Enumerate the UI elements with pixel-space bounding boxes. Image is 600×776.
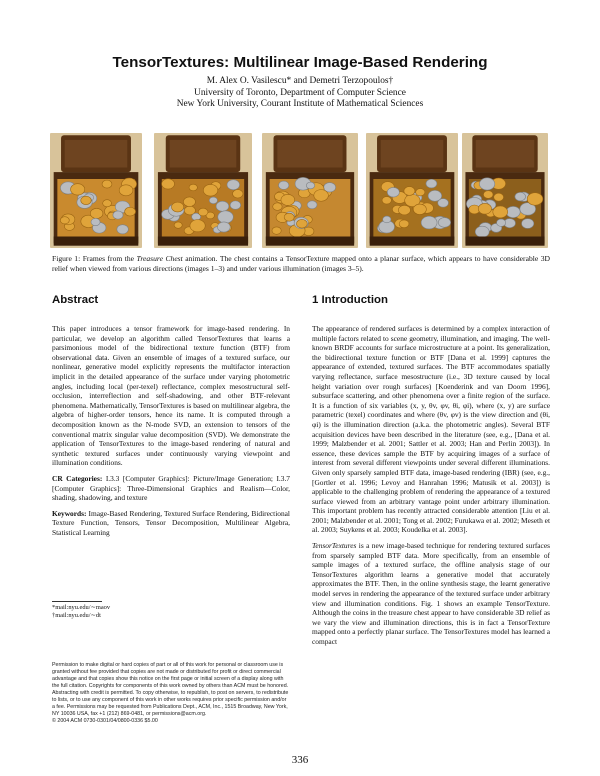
- figure-caption: Figure 1: Frames from the Treasure Chest animation. The chest contains a TensorTexture mapped onto a planar surface, which appears to have considerable 3D relief when viewed from various directions (images 1–3) and under various illumination (images 3–5).: [52, 254, 550, 273]
- paper-title: TensorTextures: Multilinear Image-Based Rendering: [112, 54, 488, 71]
- frame-3-image: [262, 133, 358, 248]
- affiliation-nyu: New York University, Courant Institute of Mathematical Sciences: [176, 99, 424, 110]
- frame-2-image: [154, 133, 252, 248]
- frame-5-image: [462, 133, 548, 248]
- abstract-text: This paper introduces a tensor framework for image-based rendering. In particular, we develop an algorithm called TensorTextures that learns a parsimonious model of the bidirectional texture function (BTF) from observational data. Given an ensemble of images of a textured surface, our nonlinear, generative model explicitly represents the multifactor interaction implicit in the detailed appearance of the surface under varying photometric angles, including local (per-texel) reflectance, complex mesostructural self-occlusion, interreflection and self-shadowing, and other BTF-relevant phenomena. Mathematically, TensorTextures is based on multilinear algebra, the algebra of higher-order tensors, hence its name. It is computed through a decomposition known as the N-mode SVD, an extension to tensors of the conventional matrix singular value decomposition (SVD). We demonstrate the application of TensorTextures to the image-based rendering of natural and synthetic textured surfaces under continuously varying viewpoint and illumination conditions.: [52, 324, 290, 468]
- frame-4-image: [366, 133, 458, 248]
- abstract-column: [52, 324, 290, 543]
- page-number: 336: [291, 754, 309, 766]
- introduction-column: [312, 324, 550, 653]
- cr-categories: CR Categories: I.3.3 [Computer Graphics]: Picture/Image Generation; I.3.7 [Computer Graphics]: Three-Dimensional Graphics and Realism—Color, shading, shadowing, and texture: [52, 473, 290, 503]
- affiliation-toronto: University of Toronto, Department of Computer Science: [194, 87, 406, 98]
- figure-1-strip: [50, 133, 548, 248]
- abstract-heading: Abstract: [52, 294, 99, 306]
- copyright-line: © 2004 ACM 0730-0301/04/0800-0336 $5.00: [52, 718, 158, 724]
- author-block: [0, 76, 600, 111]
- author-names: M. Alex O. Vasilescu* and Demetri Terzopoulos†: [206, 76, 394, 86]
- frame-1-image: [50, 133, 142, 248]
- intro-paragraph-2: TensorTextures is a new image-based technique for rendering textured surfaces from sparsely sampled BTF data. More specifically, from an ensemble of sample images of a textured surface, the offline analysis stage of our TensorTextures algorithm learns a generative model that accurately approximates the BTF. Then, in the online synthesis stage, the learnt generative model serves in rendering the appearance of the textured surface under arbitrary view and illumination conditions. Fig. 1 shows an example TensorTexture. Although the coins in the treasure chest appear to have considerable 3D relief as we vary the view and illumination directions, this is in fact a TensorTexture mapped onto a perfectly planar surface. The TensorTextures model has learned a compact: [312, 541, 550, 646]
- footnote-rule: [52, 601, 102, 602]
- footnote-1: *mail:nyu.edu/∼maov: [52, 604, 111, 611]
- keywords: Keywords: Image-Based Rendering, Textured Surface Rendering, Bidirectional Texture Function, Tensors, Tensor Decomposition, Multilinear Algebra, Statistical Learning: [52, 508, 290, 537]
- introduction-heading: 1 Introduction: [312, 294, 388, 306]
- intro-paragraph-1: The appearance of rendered surfaces is determined by a complex interaction of multiple factors related to scene geometry, illumination, and imaging. The well-known BRDF accounts for surface microstructure at a point. Its generalization, the bidirectional texture function or BTF [Dana et al. 1999] captures the appearance of extended, textured surfaces. The BTF accommodates spatially varying reflectance, surface mesostructure (i.e., 3D texture caused by local height variation over rough surfaces) [Koenderink and van Doorn 1996], subsurface scattering, and other phenomena over a finite region of the surface. It is a function of six variables (x, y, θv, φv, θi, φi), where (x, y) are surface parametric (texel) coordinates and where (θv, φv) is the view direction and (θi, φi) is the illumination direction (a.k.a. the photometric angles). Several BTF acquisition devices have been described in the literature (see, e.g., [Dana et al. 1999; Malzbender et al. 2001; Sattler et al. 2003; Han and Perlin 2003]). In essence, these devices sample the BTF by acquiring images of a surface of interest from several different viewpoints under several different illuminations. Given only sparsely sampled BTF data, image-based rendering (IBR) (see, e.g., [Gortler et al. 1996; Levoy and Hanrahan 1996; Matusik et al. 2003]) is applicable to the challenging problem of rendering the appearance of a textured surface viewed from an arbitrary vantage point under arbitrary illumination. This important problem has recently attracted considerable attention [Liu et al. 2001; Malzbender et al. 2001; Tong et al. 2002; Furukawa et al. 2002; Meseth et al. 2003; Suykens et al. 2003; Koudelka et al. 2003].: [312, 324, 550, 535]
- footnote-2: †mail:nyu.edu/∼dt: [52, 612, 101, 620]
- footnotes: [52, 604, 110, 621]
- permission-notice: Permission to make digital or hard copies of part or all of this work for personal or classroom use is granted without fee provided that copies are not made or distributed for profit or direct commercial advantage and that copies show this notice on the first page or initial screen of a display along with the full citation. Copyrights for components of this work owned by others than ACM must be honored. Abstracting with credit is permitted. To copy otherwise, to republish, to post on servers, to redistribute to lists, or to use any component of this work in other works requires prior specific permission and/or a fee. Permissions may be requested from Publications Dept., ACM, Inc., 1515 Broadway, New York, NY 10036 USA, fax +1 (212) 869-0481, or permissions@acm.org. © 2004 ACM 0730-0301/04/0800-0336 $5.00: [52, 662, 289, 724]
